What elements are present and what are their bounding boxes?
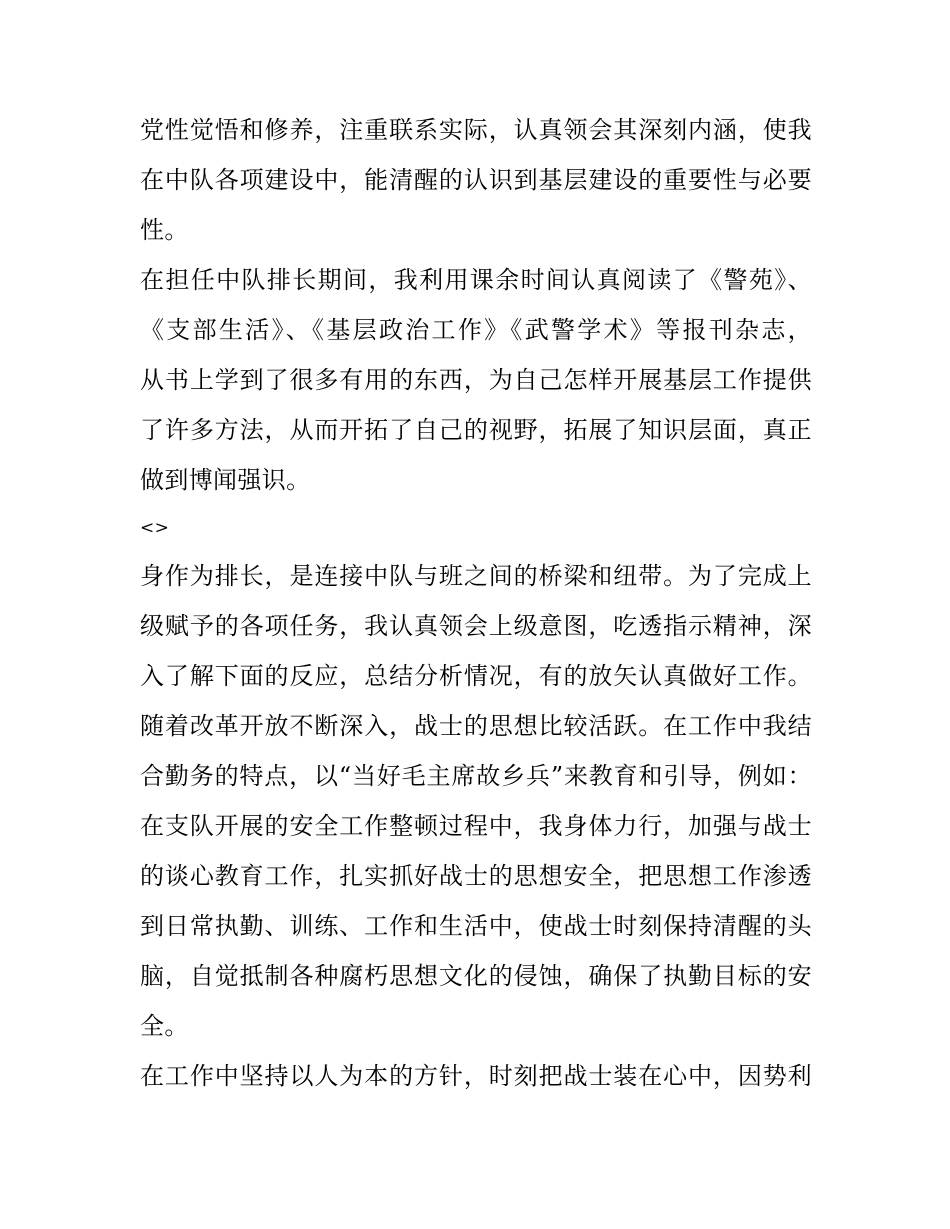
text-line: 脑，自觉抵制各种腐朽思想文化的侵蚀，确保了执勤目标的安	[140, 962, 812, 990]
text-line: 合勤务的特点，以“当好毛主席故乡兵”来教育和引导，例如：	[140, 762, 812, 790]
text-line: 从书上学到了很多有用的东西，为自己怎样开展基层工作提供	[140, 366, 812, 394]
text-line: 在担任中队排长期间，我利用课余时间认真阅读了《警苑》、	[140, 266, 812, 294]
text-line: 入了解下面的反应，总结分析情况，有的放矢认真做好工作。	[140, 662, 812, 690]
text-line: 在中队各项建设中，能清醒的认识到基层建设的重要性与必要	[140, 166, 812, 194]
text-line: 了许多方法，从而开拓了自己的视野，拓展了知识层面，真正	[140, 416, 812, 444]
text-line: 在支队开展的安全工作整顿过程中，我身体力行，加强与战士	[140, 812, 812, 840]
text-line: 全。	[140, 1012, 189, 1040]
text-line: 级赋予的各项任务，我认真领会上级意图，吃透指示精神，深	[140, 612, 812, 640]
text-line: 身作为排长，是连接中队与班之间的桥梁和纽带。为了完成上	[140, 562, 812, 590]
text-line: 的谈心教育工作，扎实抓好战士的思想安全，把思想工作渗透	[140, 862, 812, 890]
text-line: <>	[140, 518, 170, 538]
body-text	[140, 105, 812, 1101]
text-line: 《支部生活》、《基层政治工作》《武警学术》等报刊杂志，	[140, 316, 812, 344]
text-line: 做到博闻强识。	[140, 466, 311, 494]
text-line: 党性觉悟和修养，注重联系实际，认真领会其深刻内涵，使我	[140, 116, 812, 144]
text-line: 随着改革开放不断深入，战士的思想比较活跃。在工作中我结	[140, 712, 812, 740]
text-line: 在工作中坚持以人为本的方针，时刻把战士装在心中，因势利	[140, 1062, 812, 1090]
text-line: 性。	[140, 216, 189, 244]
text-line: 到日常执勤、训练、工作和生活中，使战士时刻保持清醒的头	[140, 912, 812, 940]
